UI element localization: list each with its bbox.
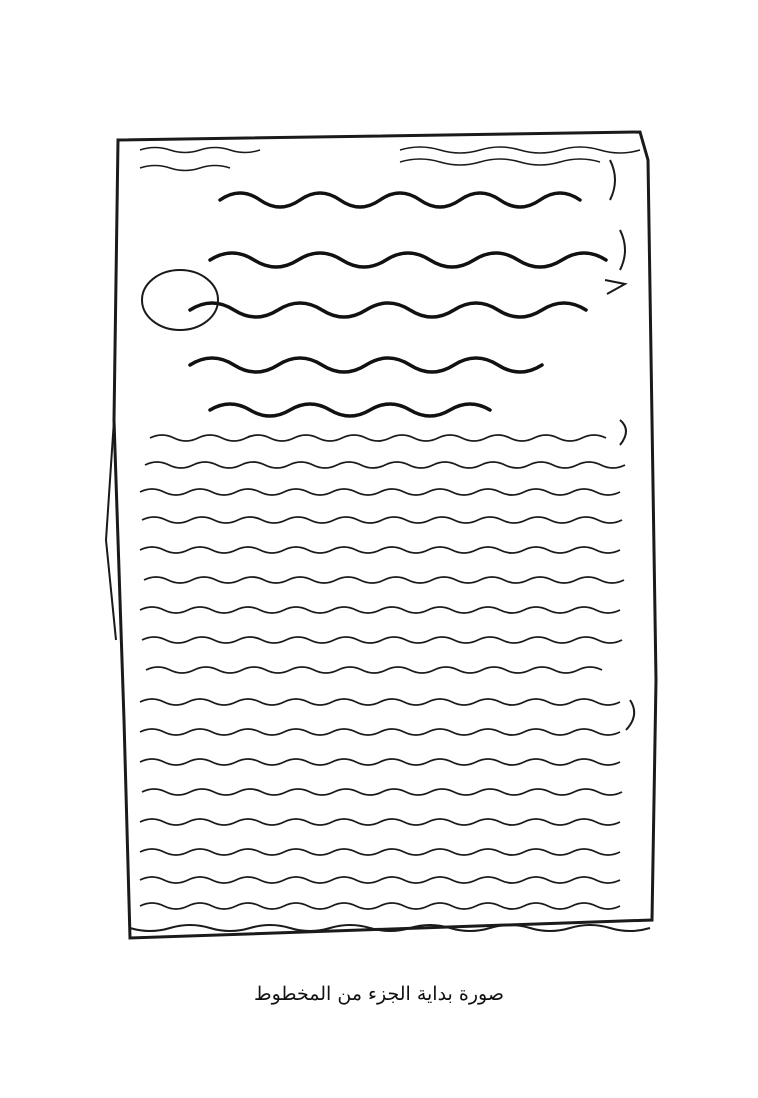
seal-stamp [142, 270, 218, 330]
margin-marks [605, 160, 634, 730]
top-margin-notes [140, 147, 640, 171]
figure-caption: صورة بداية الجزء من المخطوط [254, 983, 504, 1005]
manuscript-scan [100, 120, 660, 945]
manuscript-image [100, 120, 660, 945]
title-block [190, 193, 606, 416]
body-text [140, 435, 625, 909]
